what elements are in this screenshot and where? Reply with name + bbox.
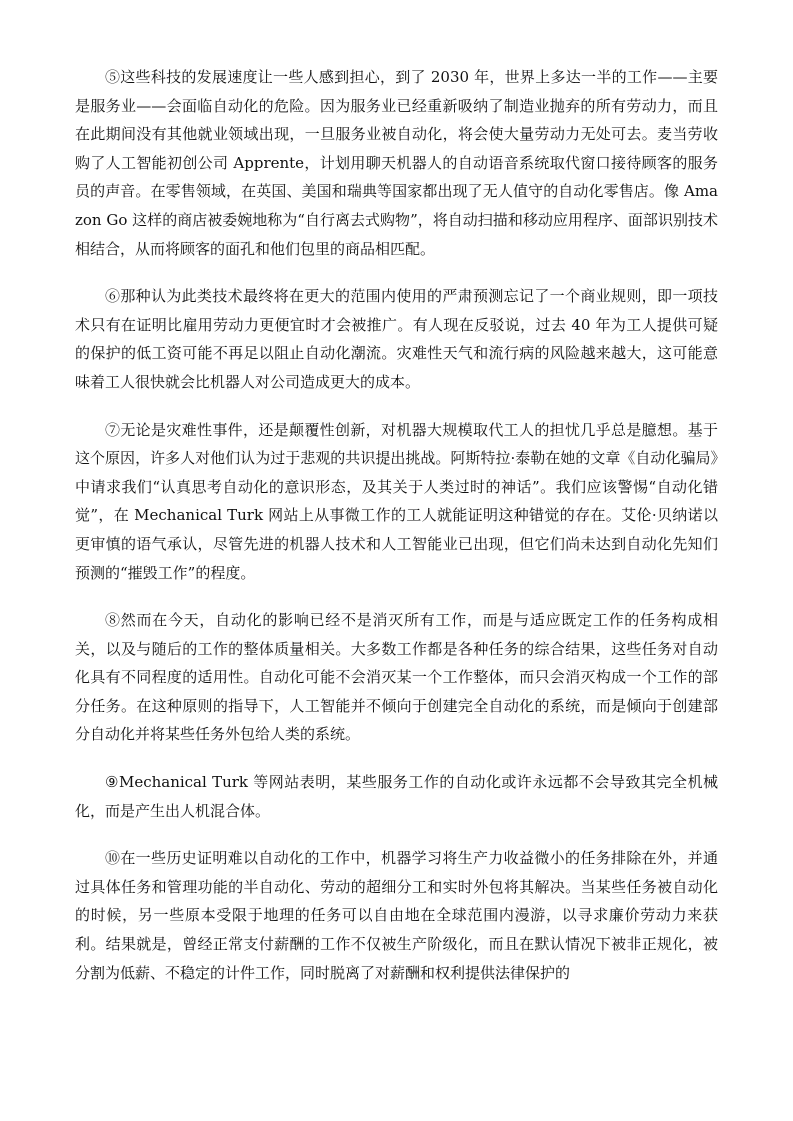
paragraph-9: ⑨Mechanical Turk 等网站表明，某些服务工作的自动化或许永远都不会导致其完全机械化，而是产生出人机混合体。 xyxy=(75,773,718,820)
paragraph-5: ⑤这些科技的发展速度让一些人感到担心，到了 2030 年，世界上多达一半的工作——主要是服务业——会面临自动化的危险。因为服务业已经重新吸纳了制造业抛弃的所有劳动力，而且在此期间没有其他就业领域出现，一旦服务业被自动化，将会使大量劳动力无处可去。麦当劳收购了人工智能初创公司 Apprente，计划用聊天机器人的自动语音系统取代窗口接待顾客的服务员的声音。在零售领域，在英国、美国和瑞典等国家都出现了无人值守的自动化零售店。像 Amazon Go 这样的商店被委婉地称为“自行离去式购物”，将自动扫描和移动应用程序、面部识别技术相结合，从而将顾客的面孔和他们包里的商品相匹配。 xyxy=(75,68,718,258)
paragraph-6: ⑥那种认为此类技术最终将在更大的范围内使用的严肃预测忘记了一个商业规则，即一项技术只有在证明比雇用劳动力更便宜时才会被推广。有人现在反驳说，过去 40 年为工人提供可疑的保护的低工资可能不再足以阻止自动化潮流。灾难性天气和流行病的风险越来越大，这可能意味着工人很快就会比机器人对公司造成更大的成本。 xyxy=(75,287,718,391)
paragraph-7: ⑦无论是灾难性事件，还是颠覆性创新，对机器大规模取代工人的担忧几乎总是臆想。基于这个原因，许多人对他们认为过于悲观的共识提出挑战。阿斯特拉·泰勒在她的文章《自动化骗局》中请求我们“认真思考自动化的意识形态，及其关于人类过时的神话”。我们应该警惕“自动化错觉”，在 Mechanical Turk 网站上从事微工作的工人就能证明这种错觉的存在。艾伦·贝纳诺以更审慎的语气承认，尽管先进的机器人技术和人工智能业已出现，但它们尚未达到自动化先知们预测的“摧毁工作”的程度。 xyxy=(75,420,718,582)
paragraph-8: ⑧然而在今天，自动化的影响已经不是消灭所有工作，而是与适应既定工作的任务构成相关，以及与随后的工作的整体质量相关。大多数工作都是各种任务的综合结果，这些任务对自动化具有不同程度的适用性。自动化可能不会消灭某一个工作整体，而只会消灭构成一个工作的部分任务。在这种原则的指导下，人工智能并不倾向于创建完全自动化的系统，而是倾向于创建部分自动化并将某些任务外包给人类的系统。 xyxy=(75,611,718,744)
document-body xyxy=(75,63,718,1006)
paragraph-10: ⑩在一些历史证明难以自动化的工作中，机器学习将生产力收益微小的任务排除在外，并通过具体任务和管理功能的半自动化、劳动的超细分工和实时外包将其解决。当某些任务被自动化的时候，另一些原本受限于地理的任务可以自由地在全球范围内漫游，以寻求廉价劳动力来获利。结果就是，曾经正常支付薪酬的工作不仅被生产阶级化，而且在默认情况下被非正规化，被分割为低薪、不稳定的计件工作，同时脱离了对薪酬和权利提供法律保护的 xyxy=(75,849,718,982)
